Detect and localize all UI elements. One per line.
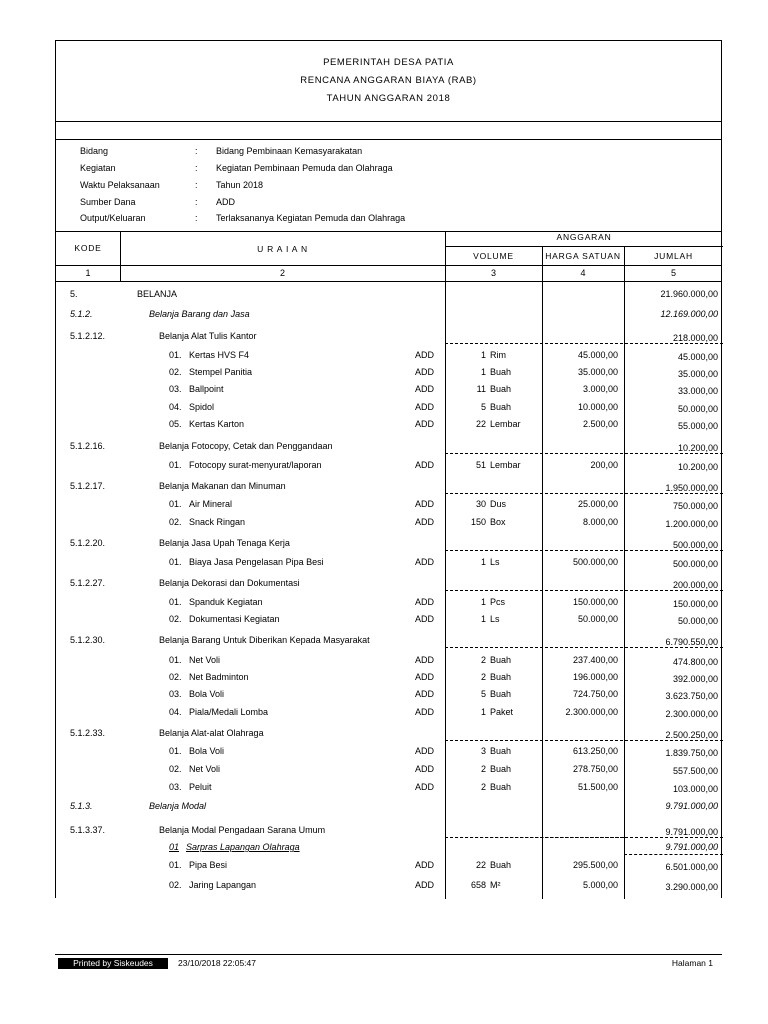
funding-source: ADD [415, 746, 435, 756]
info-label: Output/Keluaran [80, 213, 146, 223]
item-quantity: 150 [470, 517, 486, 527]
grid-line [120, 231, 121, 281]
account-name: Belanja Modal Pengadaan Sarana Umum [159, 825, 326, 835]
col-number-3: 3 [490, 268, 496, 278]
subgroup-name: Sarpras Lapangan Olahraga [186, 842, 300, 852]
item-name: Jaring Lapangan [189, 880, 257, 890]
item-number: 01. [169, 597, 182, 607]
row-total: 33.000,00 [677, 386, 718, 396]
item-unit-price: 500.000,00 [572, 557, 618, 567]
footer-divider [55, 954, 722, 955]
info-separator: : [195, 213, 198, 223]
funding-source: ADD [415, 419, 435, 429]
info-separator: : [195, 163, 198, 173]
info-label: Bidang [80, 146, 109, 156]
col-number-4: 4 [580, 268, 586, 278]
item-unit: Box [490, 517, 506, 527]
info-label: Waktu Pelaksanaan [80, 180, 160, 190]
row-total: 6.501.000,00 [665, 862, 718, 872]
col-jumlah-header: JUMLAH [654, 251, 693, 261]
item-name: Peluit [189, 782, 212, 792]
dashed-divider [624, 854, 723, 855]
row-total: 12.169.000,00 [660, 309, 718, 319]
row-total: 6.790.550,00 [665, 637, 718, 647]
item-name: Ballpoint [189, 384, 224, 394]
account-code: 5.1.2.27. [70, 578, 106, 588]
funding-source: ADD [415, 672, 435, 682]
item-unit-price: 50.000,00 [577, 614, 618, 624]
row-total: 2.300.000,00 [665, 709, 718, 719]
row-total: 500.000,00 [672, 559, 718, 569]
item-number: 04. [169, 707, 182, 717]
row-total: 10.200,00 [677, 443, 718, 453]
row-total: 200.000,00 [672, 580, 718, 590]
item-number: 04. [169, 402, 182, 412]
item-name: Dokumentasi Kegiatan [189, 614, 280, 624]
title-line-3: TAHUN ANGGARAN 2018 [326, 93, 451, 104]
row-total: 750.000,00 [672, 501, 718, 511]
dashed-divider [445, 740, 723, 741]
account-name: Belanja Barang Untuk Diberikan Kepada Masyarakat [159, 635, 370, 645]
item-unit-price: 2.300.000,00 [565, 707, 618, 717]
item-unit-price: 278.750,00 [572, 764, 618, 774]
info-value: Bidang Pembinaan Kemasyarakatan [216, 146, 363, 156]
col-harga-header: HARGA SATUAN [545, 251, 621, 261]
account-code: 5.1.2.12. [70, 331, 106, 341]
funding-source: ADD [415, 764, 435, 774]
col-volume-header: VOLUME [473, 251, 514, 261]
row-total: 9.791.000,00 [665, 827, 718, 837]
item-unit-price: 35.000,00 [577, 367, 618, 377]
item-unit: Paket [490, 707, 514, 717]
item-number: 02. [169, 880, 182, 890]
item-number: 01. [169, 860, 182, 870]
funding-source: ADD [415, 517, 435, 527]
row-total: 557.500,00 [672, 766, 718, 776]
item-number: 03. [169, 384, 182, 394]
item-number: 01. [169, 350, 182, 360]
col-uraian-header: U R A I A N [257, 244, 308, 254]
account-name: Belanja Makanan dan Minuman [159, 481, 286, 491]
dashed-divider [445, 493, 723, 494]
row-total: 50.000,00 [677, 616, 718, 626]
item-unit-price: 3.000,00 [582, 384, 618, 394]
item-unit: Dus [490, 499, 507, 509]
divider [445, 246, 723, 247]
funding-source: ADD [415, 460, 435, 470]
item-name: Biaya Jasa Pengelasan Pipa Besi [189, 557, 324, 567]
item-unit: Lembar [490, 460, 521, 470]
item-quantity: 3 [480, 746, 486, 756]
item-unit: Buah [490, 402, 512, 412]
account-name: Belanja Dekorasi dan Dokumentasi [159, 578, 300, 588]
funding-source: ADD [415, 499, 435, 509]
funding-source: ADD [415, 402, 435, 412]
col-anggaran-header: ANGGARAN [556, 232, 612, 242]
item-quantity: 1 [480, 350, 486, 360]
info-value: ADD [216, 197, 236, 207]
item-number: 02. [169, 614, 182, 624]
dashed-divider [445, 647, 723, 648]
row-total: 45.000,00 [677, 352, 718, 362]
item-unit: Rim [490, 350, 506, 360]
account-code: 5.1.2.17. [70, 481, 106, 491]
item-quantity: 5 [480, 402, 486, 412]
row-total: 3.623.750,00 [665, 691, 718, 701]
item-quantity: 11 [476, 384, 486, 394]
item-unit-price: 724.750,00 [572, 689, 618, 699]
item-unit: Buah [490, 782, 512, 792]
row-total: 218.000,00 [672, 333, 718, 343]
dashed-divider [445, 590, 723, 591]
item-quantity: 51 [475, 460, 486, 470]
row-total: 21.960.000,00 [660, 289, 718, 299]
account-code: 5.1.2.30. [70, 635, 106, 645]
item-quantity: 1 [480, 557, 486, 567]
item-name: Air Mineral [189, 499, 233, 509]
divider [56, 139, 721, 140]
item-unit-price: 295.500,00 [572, 860, 618, 870]
col-number-2: 2 [279, 268, 285, 278]
info-value: Tahun 2018 [216, 180, 264, 190]
funding-source: ADD [415, 557, 435, 567]
row-total: 2.500.250,00 [665, 730, 718, 740]
item-unit-price: 196.000,00 [572, 672, 618, 682]
info-value: Terlaksananya Kegiatan Pemuda dan Olahraga [216, 213, 406, 223]
item-number: 01. [169, 557, 182, 567]
funding-source: ADD [415, 880, 435, 890]
item-quantity: 1 [480, 614, 486, 624]
funding-source: ADD [415, 860, 435, 870]
account-name: Belanja Barang dan Jasa [149, 309, 250, 319]
funding-source: ADD [415, 367, 435, 377]
item-quantity: 1 [480, 707, 486, 717]
dashed-divider [445, 550, 723, 551]
account-code: 5.1.3.37. [70, 825, 106, 835]
item-name: Bola Voli [189, 689, 225, 699]
row-total: 1.839.750,00 [665, 748, 718, 758]
col-kode-header: KODE [74, 243, 102, 253]
col-number-1: 1 [85, 268, 91, 278]
item-unit: Pcs [490, 597, 506, 607]
row-total: 50.000,00 [677, 404, 718, 414]
item-name: Spidol [189, 402, 215, 412]
item-unit: Buah [490, 860, 512, 870]
item-unit-price: 237.400,00 [572, 655, 618, 665]
row-total: 500.000,00 [672, 540, 718, 550]
item-unit: Buah [490, 655, 512, 665]
item-number: 02. [169, 517, 182, 527]
account-code: 5.1.2. [70, 309, 93, 319]
col-number-5: 5 [670, 268, 676, 278]
item-unit-price: 2.500,00 [582, 419, 618, 429]
printed-by-badge: Printed by Siskeudes [58, 958, 168, 969]
dashed-divider [445, 453, 723, 454]
title-line-2: RENCANA ANGGARAN BIAYA (RAB) [300, 75, 477, 86]
funding-source: ADD [415, 707, 435, 717]
account-name: Belanja Alat Tulis Kantor [159, 331, 257, 341]
item-name: Bola Voli [189, 746, 225, 756]
item-unit-price: 200,00 [590, 460, 618, 470]
account-name: Belanja Fotocopy, Cetak dan Penggandaan [159, 441, 333, 451]
item-number: 01. [169, 499, 182, 509]
item-name: Fotocopy surat-menyurat/laporan [189, 460, 322, 470]
funding-source: ADD [415, 384, 435, 394]
item-unit-price: 8.000,00 [582, 517, 618, 527]
row-total: 55.000,00 [677, 421, 718, 431]
funding-source: ADD [415, 350, 435, 360]
item-name: Pipa Besi [189, 860, 228, 870]
item-quantity: 2 [480, 672, 486, 682]
item-unit-price: 45.000,00 [577, 350, 618, 360]
info-separator: : [195, 180, 198, 190]
item-number: 02. [169, 367, 182, 377]
item-name: Net Badminton [189, 672, 249, 682]
account-code: 5.1.3. [70, 801, 93, 811]
account-code: 5.1.2.20. [70, 538, 106, 548]
item-name: Snack Ringan [189, 517, 246, 527]
item-quantity: 2 [480, 782, 486, 792]
divider [56, 121, 721, 122]
item-unit: Ls [490, 557, 500, 567]
account-name: Belanja Jasa Upah Tenaga Kerja [159, 538, 290, 548]
page-number: Halaman 1 [671, 958, 713, 968]
row-total: 10.200,00 [677, 462, 718, 472]
item-unit-price: 51.500,00 [577, 782, 618, 792]
item-unit: Lembar [490, 419, 521, 429]
item-name: Net Voli [189, 764, 221, 774]
row-total: 1.200.000,00 [665, 519, 718, 529]
item-quantity: 2 [480, 655, 486, 665]
item-number: 03. [169, 689, 182, 699]
info-label: Kegiatan [80, 163, 116, 173]
item-quantity: 30 [475, 499, 486, 509]
funding-source: ADD [415, 597, 435, 607]
divider [56, 281, 721, 282]
row-total: 3.290.000,00 [665, 882, 718, 892]
title-line-1: PEMERINTAH DESA PATIA [323, 57, 454, 68]
item-name: Net Voli [189, 655, 221, 665]
item-name: Kertas Karton [189, 419, 245, 429]
item-quantity: 1 [480, 367, 486, 377]
item-quantity: 22 [475, 860, 486, 870]
account-code: 5. [70, 289, 78, 299]
funding-source: ADD [415, 782, 435, 792]
account-name: BELANJA [137, 289, 178, 299]
print-datetime: 23/10/2018 22:05:47 [178, 958, 256, 968]
grid-line [445, 231, 446, 899]
divider [56, 265, 721, 266]
item-unit: Ls [490, 614, 500, 624]
info-label: Sumber Dana [80, 197, 136, 207]
item-number: 03. [169, 782, 182, 792]
item-name: Spanduk Kegiatan [189, 597, 263, 607]
account-code: 5.1.2.16. [70, 441, 106, 451]
info-value: Kegiatan Pembinaan Pemuda dan Olahraga [216, 163, 393, 173]
item-unit: Buah [490, 384, 512, 394]
dashed-divider [445, 837, 624, 838]
item-unit: Buah [490, 672, 512, 682]
item-name: Kertas HVS F4 [189, 350, 250, 360]
row-total: 9.791.000,00 [665, 801, 718, 811]
account-code: 5.1.2.33. [70, 728, 106, 738]
item-quantity: 5 [480, 689, 486, 699]
row-total: 474.800,00 [672, 657, 718, 667]
subgroup-number: 01 [169, 842, 180, 852]
item-unit-price: 25.000,00 [577, 499, 618, 509]
item-unit: M² [490, 880, 501, 890]
rab-sheet [55, 40, 722, 898]
funding-source: ADD [415, 689, 435, 699]
info-separator: : [195, 146, 198, 156]
item-unit: Buah [490, 746, 512, 756]
funding-source: ADD [415, 655, 435, 665]
account-name: Belanja Alat-alat Olahraga [159, 728, 264, 738]
info-separator: : [195, 197, 198, 207]
item-unit: Buah [490, 764, 512, 774]
row-total: 150.000,00 [672, 599, 718, 609]
item-unit: Buah [490, 367, 512, 377]
item-name: Stempel Panitia [189, 367, 253, 377]
row-total: 9.791.000,00 [665, 842, 718, 852]
row-total: 103.000,00 [672, 784, 718, 794]
row-total: 1.950.000,00 [665, 483, 718, 493]
item-number: 01. [169, 655, 182, 665]
row-total: 392.000,00 [672, 674, 718, 684]
item-number: 02. [169, 764, 182, 774]
item-quantity: 22 [475, 419, 486, 429]
item-name: Piala/Medali Lomba [189, 707, 269, 717]
item-quantity: 2 [480, 764, 486, 774]
item-quantity: 1 [480, 597, 486, 607]
item-quantity: 658 [470, 880, 486, 890]
item-number: 01. [169, 746, 182, 756]
item-number: 02. [169, 672, 182, 682]
account-name: Belanja Modal [149, 801, 207, 811]
item-unit: Buah [490, 689, 512, 699]
item-unit-price: 5.000,00 [582, 880, 618, 890]
funding-source: ADD [415, 614, 435, 624]
item-unit-price: 10.000,00 [577, 402, 618, 412]
item-number: 05. [169, 419, 182, 429]
dashed-divider [445, 343, 723, 344]
row-total: 35.000,00 [677, 369, 718, 379]
item-number: 01. [169, 460, 182, 470]
item-unit-price: 150.000,00 [572, 597, 618, 607]
item-unit-price: 613.250,00 [572, 746, 618, 756]
